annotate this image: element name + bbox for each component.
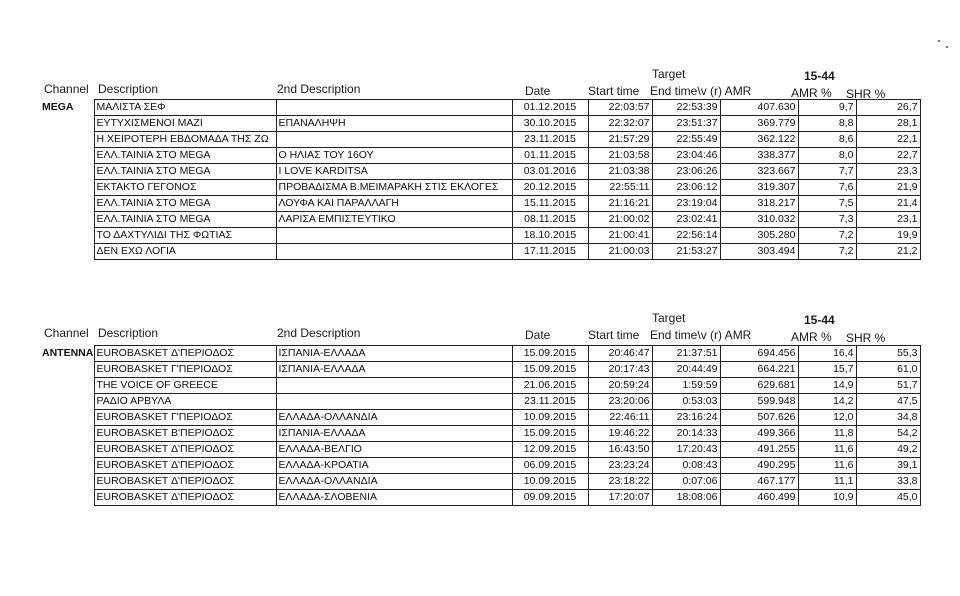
table-row (40, 164, 920, 180)
amr-cell: 407.630 (720, 100, 798, 116)
date-cell: 15.09.2015 (512, 346, 588, 362)
second-description-cell: ΛΑΡΙΣΑ ΕΜΠΙΣΤΕΥΤΙΚΟ (276, 212, 512, 228)
date-cell: 12.09.2015 (512, 442, 588, 458)
channel-cell (40, 228, 94, 244)
target-label: Target (652, 311, 686, 325)
shr-pct-cell: 47,5 (856, 394, 920, 410)
amr-cell: 694.456 (720, 346, 798, 362)
shr-pct-cell: 21,4 (856, 196, 920, 212)
end-time-cell: 23:19:04 (652, 196, 720, 212)
second-description-cell: ΕΛΛΑΔΑ-ΟΛΛΑΝΔΙΑ (276, 410, 512, 426)
amr-cell: 338.377 (720, 148, 798, 164)
channel-cell (40, 148, 94, 164)
amr-pct-cell: 14,2 (798, 394, 856, 410)
channel-cell: MEGA (42, 101, 74, 113)
amr-cell: 310.032 (720, 212, 798, 228)
date-cell: 03.01.2016 (512, 164, 588, 180)
start-time-cell: 21:57:29 (588, 132, 652, 148)
end-time-cell: 0:53:03 (652, 394, 720, 410)
description-cell: EUROBASKET Δ'ΠΕΡΙΟΔΟΣ (94, 458, 276, 474)
amr-cell: 490.295 (720, 458, 798, 474)
date-cell: 01.11.2015 (512, 148, 588, 164)
column-header-end-time-amr: End time\v (r) AMR (650, 328, 752, 342)
amr-cell: 664.221 (720, 362, 798, 378)
start-time-cell: 22:03:57 (588, 100, 652, 116)
second-description-cell (276, 228, 512, 244)
date-cell: 30.10.2015 (512, 116, 588, 132)
start-time-cell: 22:55:11 (588, 180, 652, 196)
target-value: 15-44 (804, 313, 835, 327)
date-cell: 18.10.2015 (512, 228, 588, 244)
shr-pct-cell: 34,8 (856, 410, 920, 426)
channel-cell (40, 212, 94, 228)
channel-cell: ANTENNA (42, 347, 94, 359)
description-cell: Η ΧΕΙΡΟΤΕΡΗ ΕΒΔΟΜΑΔΑ ΤΗΣ ΖΩ (94, 132, 276, 148)
second-description-cell: ΙΣΠΑΝΙΑ-ΕΛΛΑΔΑ (276, 346, 512, 362)
table-row (40, 474, 920, 490)
amr-cell: 369.779 (720, 116, 798, 132)
end-time-cell: 0:07:06 (652, 474, 720, 490)
start-time-cell: 19:46:22 (588, 426, 652, 442)
table1-body (40, 100, 920, 260)
start-time-cell: 17:20:07 (588, 490, 652, 506)
description-cell: ΕΥΤΥΧΙΣΜΕΝΟΙ ΜΑΖΙ (94, 116, 276, 132)
second-description-cell (276, 394, 512, 410)
shr-pct-cell: 55,3 (856, 346, 920, 362)
column-header-end-time-amr: End time\v (r) AMR (650, 84, 752, 98)
end-time-cell: 23:06:26 (652, 164, 720, 180)
table-row (40, 362, 920, 378)
description-cell: EUROBASKET Δ'ΠΕΡΙΟΔΟΣ (94, 442, 276, 458)
table-row (40, 228, 920, 244)
start-time-cell: 20:59:24 (588, 378, 652, 394)
column-header-shr-pct: SHR % (846, 87, 886, 101)
date-cell: 23.11.2015 (512, 132, 588, 148)
column-header-date: Date (525, 328, 551, 342)
amr-cell: 318.217 (720, 196, 798, 212)
shr-pct-cell: 54,2 (856, 426, 920, 442)
amr-pct-cell: 7,2 (798, 228, 856, 244)
start-time-cell: 22:32:07 (588, 116, 652, 132)
second-description-cell (276, 378, 512, 394)
table-row (40, 442, 920, 458)
table-row (40, 196, 920, 212)
second-description-cell: ΕΛΛΑΔΑ-ΚΡΟΑΤΙΑ (276, 458, 512, 474)
table-row (40, 132, 920, 148)
table2 (40, 345, 921, 506)
start-time-cell: 21:03:38 (588, 164, 652, 180)
end-time-cell: 23:51:37 (652, 116, 720, 132)
description-cell: EUROBASKET Γ'ΠΕΡΙΟΔΟΣ (94, 410, 276, 426)
shr-pct-cell: 21,9 (856, 180, 920, 196)
shr-pct-cell: 22,1 (856, 132, 920, 148)
scan-speck (946, 46, 948, 48)
channel-cell (40, 394, 94, 410)
second-description-cell: ΕΛΛΑΔΑ-ΒΕΛΓΙΟ (276, 442, 512, 458)
shr-pct-cell: 26,7 (856, 100, 920, 116)
date-cell: 09.09.2015 (512, 490, 588, 506)
date-cell: 21.06.2015 (512, 378, 588, 394)
table-row (40, 346, 920, 362)
description-cell: ΜΑΛΙΣΤΑ ΣΕΦ (94, 100, 276, 116)
column-header-channel: Channel (44, 326, 89, 340)
table-row (40, 148, 920, 164)
second-description-cell (276, 244, 512, 260)
table-row (40, 378, 920, 394)
start-time-cell: 21:00:02 (588, 212, 652, 228)
column-header-amr-pct: AMR % (791, 330, 832, 344)
table-row (40, 244, 920, 260)
amr-pct-cell: 15,7 (798, 362, 856, 378)
column-header-start-time: Start time (588, 328, 640, 342)
date-cell: 06.09.2015 (512, 458, 588, 474)
second-description-cell: ΕΛΛΑΔΑ-ΟΛΛΑΝΔΙΑ (276, 474, 512, 490)
channel-cell (40, 164, 94, 180)
channel-cell (40, 180, 94, 196)
end-time-cell: 20:14:33 (652, 426, 720, 442)
description-cell: EUROBASKET Β'ΠΕΡΙΟΔΟΣ (94, 426, 276, 442)
amr-pct-cell: 7,3 (798, 212, 856, 228)
channel-cell (40, 362, 94, 378)
start-time-cell: 16:43:50 (588, 442, 652, 458)
channel-cell (40, 490, 94, 506)
table-row (40, 490, 920, 506)
amr-pct-cell: 11,6 (798, 458, 856, 474)
amr-pct-cell: 9,7 (798, 100, 856, 116)
amr-pct-cell: 12,0 (798, 410, 856, 426)
target-value: 15-44 (804, 69, 835, 83)
amr-pct-cell: 8,0 (798, 148, 856, 164)
channel-cell (40, 196, 94, 212)
second-description-cell: ΠΡΟΒΑΔΙΣΜΑ Β.ΜΕΙΜΑΡΑΚΗ ΣΤΙΣ ΕΚΛΟΓΕΣ (276, 180, 512, 196)
start-time-cell: 23:20:06 (588, 394, 652, 410)
end-time-cell: 22:53:39 (652, 100, 720, 116)
description-cell: EUROBASKET Δ'ΠΕΡΙΟΔΟΣ (94, 490, 276, 506)
description-cell: EUROBASKET Γ'ΠΕΡΙΟΔΟΣ (94, 362, 276, 378)
table-row (40, 180, 920, 196)
table-row (40, 394, 920, 410)
second-description-cell: ΕΠΑΝΑΛΗΨΗ (276, 116, 512, 132)
shr-pct-cell: 45,0 (856, 490, 920, 506)
date-cell: 15.09.2015 (512, 362, 588, 378)
column-header-amr-pct: AMR % (791, 86, 832, 100)
channel-cell (40, 378, 94, 394)
description-cell: ΕΛΛ.ΤΑΙΝΙΑ ΣΤΟ MEGA (94, 212, 276, 228)
second-description-cell: ΕΛΛΑΔΑ-ΣΛΟΒΕΝΙΑ (276, 490, 512, 506)
amr-pct-cell: 7,5 (798, 196, 856, 212)
column-header-description: Description (98, 326, 159, 340)
shr-pct-cell: 28,1 (856, 116, 920, 132)
amr-cell: 305.280 (720, 228, 798, 244)
channel-cell (40, 244, 94, 260)
date-cell: 23.11.2015 (512, 394, 588, 410)
table1 (40, 99, 921, 260)
amr-cell: 599.948 (720, 394, 798, 410)
start-time-cell: 20:17:43 (588, 362, 652, 378)
amr-cell: 319.307 (720, 180, 798, 196)
description-cell: EUROBASKET Δ'ΠΕΡΙΟΔΟΣ (94, 346, 276, 362)
description-cell: ΕΛΛ.ΤΑΙΝΙΑ ΣΤΟ MEGA (94, 164, 276, 180)
end-time-cell: 23:02:41 (652, 212, 720, 228)
table-row (40, 212, 920, 228)
column-header-start-time: Start time (588, 84, 640, 98)
channel-cell (40, 132, 94, 148)
start-time-cell: 22:46:11 (588, 410, 652, 426)
date-cell: 08.11.2015 (512, 212, 588, 228)
description-cell: THE VOICE OF GREECE (94, 378, 276, 394)
amr-cell: 362.122 (720, 132, 798, 148)
shr-pct-cell: 19,9 (856, 228, 920, 244)
shr-pct-cell: 23,1 (856, 212, 920, 228)
end-time-cell: 23:06:12 (652, 180, 720, 196)
amr-pct-cell: 7,6 (798, 180, 856, 196)
date-cell: 10.09.2015 (512, 410, 588, 426)
table-row (40, 426, 920, 442)
amr-pct-cell: 11,6 (798, 442, 856, 458)
amr-cell: 460.499 (720, 490, 798, 506)
table2-body (40, 346, 920, 506)
shr-pct-cell: 21,2 (856, 244, 920, 260)
end-time-cell: 21:37:51 (652, 346, 720, 362)
shr-pct-cell: 22,7 (856, 148, 920, 164)
amr-cell: 629.681 (720, 378, 798, 394)
description-cell: ΔΕΝ ΕΧΩ ΛΟΓΙΑ (94, 244, 276, 260)
description-cell: EUROBASKET Δ'ΠΕΡΙΟΔΟΣ (94, 474, 276, 490)
second-description-cell: I LOVE KARDITSA (276, 164, 512, 180)
start-time-cell: 23:23:24 (588, 458, 652, 474)
date-cell: 17.11.2015 (512, 244, 588, 260)
shr-pct-cell: 23,3 (856, 164, 920, 180)
channel-cell (40, 458, 94, 474)
end-time-cell: 23:04:46 (652, 148, 720, 164)
end-time-cell: 20:44:49 (652, 362, 720, 378)
description-cell: ΕΛΛ.ΤΑΙΝΙΑ ΣΤΟ MEGA (94, 148, 276, 164)
table-row (40, 458, 920, 474)
table-row (40, 410, 920, 426)
second-description-cell: ΙΣΠΑΝΙΑ-ΕΛΛΑΔΑ (276, 426, 512, 442)
amr-pct-cell: 7,7 (798, 164, 856, 180)
column-header-date: Date (525, 84, 551, 98)
amr-pct-cell: 8,6 (798, 132, 856, 148)
second-description-cell (276, 100, 512, 116)
description-cell: ΤΟ ΔΑΧΤΥΛΙΔΙ ΤΗΣ ΦΩΤΙΑΣ (94, 228, 276, 244)
start-time-cell: 21:00:03 (588, 244, 652, 260)
end-time-cell: 22:56:14 (652, 228, 720, 244)
amr-pct-cell: 8,8 (798, 116, 856, 132)
end-time-cell: 0:08:43 (652, 458, 720, 474)
scan-speck (938, 40, 940, 42)
amr-pct-cell: 10,9 (798, 490, 856, 506)
target-label: Target (652, 67, 686, 81)
end-time-cell: 17:20:43 (652, 442, 720, 458)
start-time-cell: 20:46:47 (588, 346, 652, 362)
amr-pct-cell: 14,9 (798, 378, 856, 394)
start-time-cell: 23:18:22 (588, 474, 652, 490)
amr-cell: 499.366 (720, 426, 798, 442)
end-time-cell: 22:55:49 (652, 132, 720, 148)
amr-cell: 491.255 (720, 442, 798, 458)
column-header-description: Description (98, 82, 159, 96)
amr-pct-cell: 7,2 (798, 244, 856, 260)
shr-pct-cell: 33,8 (856, 474, 920, 490)
description-cell: ΕΛΛ.ΤΑΙΝΙΑ ΣΤΟ MEGA (94, 196, 276, 212)
amr-cell: 507.626 (720, 410, 798, 426)
table-row (40, 100, 920, 116)
description-cell: ΡΑΔΙΟ ΑΡΒΥΛΑ (94, 394, 276, 410)
second-description-cell: Ο ΗΛΙΑΣ ΤΟΥ 16ΟΥ (276, 148, 512, 164)
shr-pct-cell: 51,7 (856, 378, 920, 394)
channel-cell (40, 426, 94, 442)
date-cell: 20.12.2015 (512, 180, 588, 196)
second-description-cell: ΙΣΠΑΝΙΑ-ΕΛΛΑΔΑ (276, 362, 512, 378)
date-cell: 01.12.2015 (512, 100, 588, 116)
description-cell: ΕΚΤΑΚΤΟ ΓΕΓΟΝΟΣ (94, 180, 276, 196)
channel-cell (40, 474, 94, 490)
second-description-cell (276, 132, 512, 148)
amr-pct-cell: 11,1 (798, 474, 856, 490)
date-cell: 15.09.2015 (512, 426, 588, 442)
column-header-2nd-description: 2nd Description (277, 82, 361, 96)
channel-cell (40, 410, 94, 426)
column-header-2nd-description: 2nd Description (277, 326, 361, 340)
channel-cell (40, 442, 94, 458)
table-row (40, 116, 920, 132)
amr-cell: 467.177 (720, 474, 798, 490)
start-time-cell: 21:03:58 (588, 148, 652, 164)
date-cell: 15.11.2015 (512, 196, 588, 212)
end-time-cell: 1:59:59 (652, 378, 720, 394)
column-header-channel: Channel (44, 82, 89, 96)
end-time-cell: 23:16:24 (652, 410, 720, 426)
end-time-cell: 21:53:27 (652, 244, 720, 260)
date-cell: 10.09.2015 (512, 474, 588, 490)
amr-pct-cell: 16,4 (798, 346, 856, 362)
second-description-cell: ΛΟΥΦΑ ΚΑΙ ΠΑΡΑΛΛΑΓΗ (276, 196, 512, 212)
shr-pct-cell: 39,1 (856, 458, 920, 474)
amr-cell: 323.667 (720, 164, 798, 180)
start-time-cell: 21:00:41 (588, 228, 652, 244)
amr-pct-cell: 11,8 (798, 426, 856, 442)
start-time-cell: 21:16:21 (588, 196, 652, 212)
column-header-shr-pct: SHR % (846, 331, 886, 345)
channel-cell (40, 116, 94, 132)
shr-pct-cell: 61,0 (856, 362, 920, 378)
end-time-cell: 18:08:06 (652, 490, 720, 506)
shr-pct-cell: 49,2 (856, 442, 920, 458)
amr-cell: 303.494 (720, 244, 798, 260)
